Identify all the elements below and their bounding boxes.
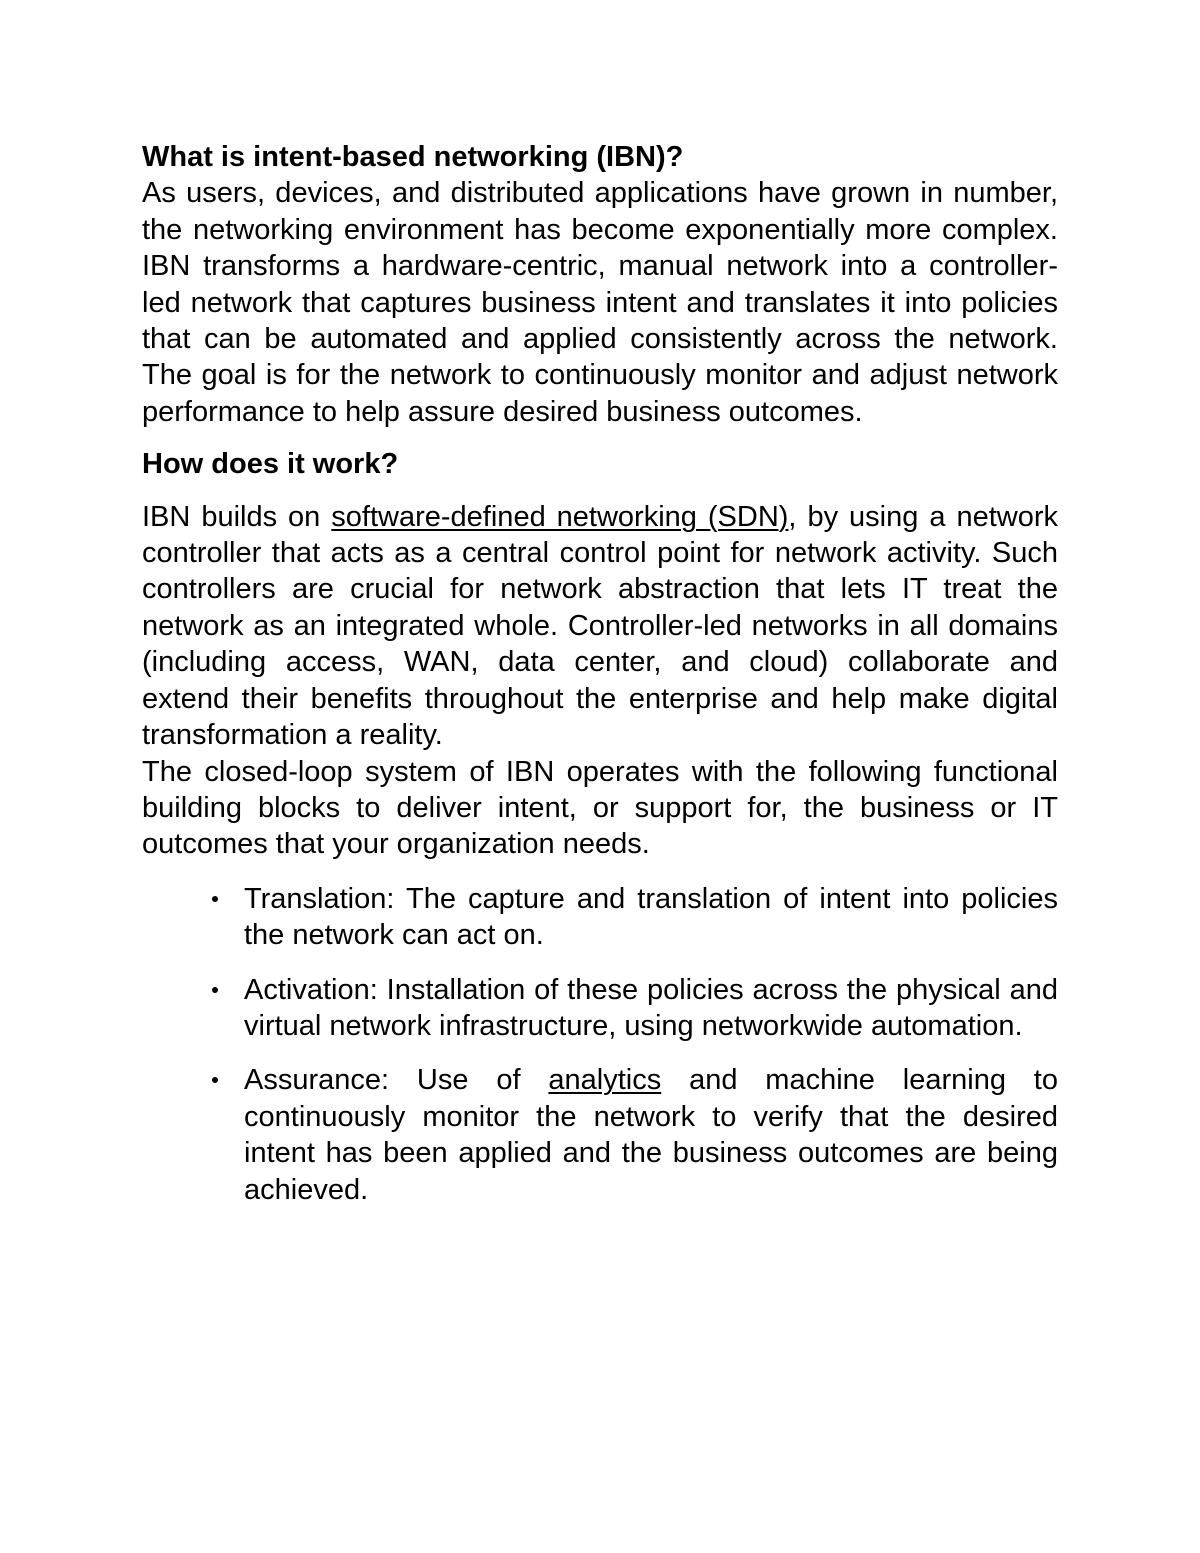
- bullet-icon: [212, 1077, 218, 1083]
- sdn-link[interactable]: software-defined networking (SDN): [331, 500, 789, 533]
- list-item-translation: [142, 881, 1058, 954]
- list-item-text: Translation: The capture and translation of intent into policies the network can act on.: [244, 882, 1058, 952]
- building-blocks-list: [142, 881, 1058, 1208]
- bullet-icon: [212, 987, 218, 993]
- analytics-link[interactable]: analytics: [548, 1064, 662, 1097]
- sdn-paragraph: [142, 499, 1058, 754]
- closed-loop-paragraph: The closed-loop system of IBN operates with the following functional building blocks to deliver intent, or support for, the business or IT outcomes that your organization needs.: [142, 755, 1058, 861]
- list-item-text: Activation: Installation of these policies across the physical and virtual network infrastructure, using networkwide automation.: [244, 973, 1058, 1042]
- list-item-text-rest: and machine learning to continuously monitor the network to verify that the desired intent has been applied and the business outcomes are being achieved.: [244, 1064, 1058, 1206]
- sdn-paragraph-rest: , by using a network controller that acts as a central control point for network activity. Such controllers are crucial for network abstraction that lets IT treat the network as an integrated whole. Controller-led networks in all domains (including access, WAN, data center, and cloud) collaborate and extend their benefits throughout the enterprise and help make digital transformation a reality.: [142, 500, 1058, 752]
- section-heading-what-is-ibn: What is intent-based networking (IBN)?: [142, 141, 684, 173]
- intro-paragraph: As users, devices, and distributed applications have grown in number, the networking environment has become exponentially more complex. IBN transforms a hardware-centric, manual network into a controller-led network that captures business intent and translates it into policies that can be automated and applied consistently across the network. The goal is for the network to continuously monitor and adjust network performance to help assure desired business outcomes.: [142, 177, 1058, 428]
- list-item-assurance: [142, 1062, 1058, 1208]
- section-heading-how-does-it-work: How does it work?: [142, 448, 399, 481]
- document-page: [142, 139, 1058, 1226]
- list-item-text-start: Assurance: Use of: [244, 1064, 549, 1097]
- list-item-activation: [142, 972, 1058, 1045]
- sdn-paragraph-start: IBN builds on: [142, 500, 332, 533]
- bullet-icon: [212, 896, 218, 902]
